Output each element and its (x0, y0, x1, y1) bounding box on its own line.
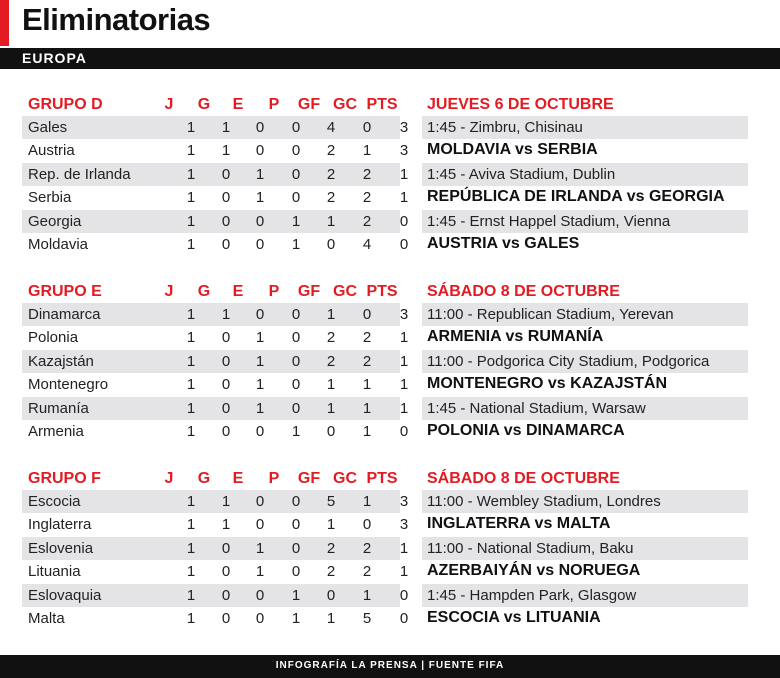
table-row (0, 537, 780, 560)
stat-gf: 1 (326, 212, 336, 230)
table-row (0, 373, 780, 396)
standings-row (22, 210, 409, 233)
group-name: GRUPO D (28, 96, 103, 113)
team-name: Escocia (28, 493, 81, 510)
column-header-p: P (268, 96, 280, 113)
match-teams: AUSTRIA vs GALES (427, 235, 580, 252)
stat-pts: 1 (399, 329, 409, 347)
column-header-gc: GC (333, 96, 357, 113)
stat-pts: 1 (399, 189, 409, 207)
stat-g: 0 (221, 423, 231, 440)
stat-e: 0 (255, 306, 265, 323)
region-label: EUROPA (22, 50, 87, 66)
column-header-e: E (232, 470, 244, 487)
stat-gc: 4 (362, 236, 372, 253)
column-header-p: P (268, 470, 280, 487)
table-row (0, 420, 780, 443)
column-header-pts: PTS (366, 283, 398, 300)
stat-gf: 2 (326, 165, 336, 183)
stat-e: 0 (255, 212, 265, 230)
stat-pts: 3 (399, 142, 409, 160)
stat-g: 1 (221, 119, 231, 136)
match-venue: 1:45 - Aviva Stadium, Dublin (427, 165, 616, 183)
stat-pts: 1 (399, 376, 409, 394)
stat-gf: 4 (326, 119, 336, 136)
stat-j: 1 (186, 376, 196, 394)
stat-gc: 0 (362, 306, 372, 323)
stat-gc: 2 (362, 563, 372, 581)
stat-j: 1 (186, 516, 196, 534)
match-teams: REPÚBLICA DE IRLANDA vs GEORGIA (427, 188, 725, 206)
team-name: Rep. de Irlanda (28, 165, 131, 183)
stat-pts: 0 (399, 610, 409, 627)
group-section (0, 281, 780, 443)
match-venue: 1:45 - Ernst Happel Stadium, Vienna (427, 212, 671, 230)
column-header-gc: GC (333, 283, 357, 300)
match-teams: AZERBAIYÁN vs NORUEGA (427, 562, 641, 580)
stat-gf: 1 (326, 306, 336, 323)
stat-p: 1 (291, 586, 301, 604)
match-venue-row (422, 116, 748, 139)
group-section (0, 468, 780, 630)
stat-gc: 0 (362, 516, 372, 534)
stat-gc: 2 (362, 352, 372, 370)
team-name: Dinamarca (28, 306, 101, 323)
stat-gc: 0 (362, 119, 372, 136)
standings-row (22, 420, 409, 443)
stat-pts: 1 (399, 563, 409, 581)
stat-e: 1 (255, 399, 265, 417)
stat-gf: 2 (326, 563, 336, 581)
standings-row (22, 163, 409, 186)
stat-j: 1 (186, 165, 196, 183)
stat-j: 1 (186, 212, 196, 230)
standings-row (22, 350, 409, 373)
stat-gf: 1 (326, 516, 336, 534)
table-row (0, 584, 780, 607)
team-name: Lituania (28, 563, 81, 581)
table-row (0, 233, 780, 256)
stat-pts: 3 (399, 493, 409, 510)
standings-row (22, 560, 409, 583)
stat-p: 0 (291, 399, 301, 417)
stat-p: 0 (291, 165, 301, 183)
column-header-gf: GF (297, 470, 321, 487)
table-row (0, 513, 780, 536)
match-venue: 11:00 - Podgorica City Stadium, Podgorica (427, 352, 710, 370)
stat-g: 1 (221, 142, 231, 160)
team-name: Eslovaquia (28, 586, 102, 604)
stat-g: 0 (221, 586, 231, 604)
stat-e: 1 (255, 329, 265, 347)
stat-pts: 0 (399, 236, 409, 253)
stat-g: 0 (221, 329, 231, 347)
stat-pts: 0 (399, 423, 409, 440)
table-row (0, 116, 780, 139)
team-name: Kazajstán (28, 352, 94, 370)
stat-g: 0 (221, 610, 231, 627)
stat-gf: 2 (326, 189, 336, 207)
column-header-gf: GF (297, 96, 321, 113)
stat-g: 0 (221, 189, 231, 207)
stat-pts: 3 (399, 119, 409, 136)
stat-p: 1 (291, 236, 301, 253)
standings-row (22, 116, 409, 139)
match-venue: 1:45 - Zimbru, Chisinau (427, 119, 583, 136)
team-name: Austria (28, 142, 75, 160)
stat-j: 1 (186, 142, 196, 160)
match-venue-row (422, 210, 748, 233)
table-row (0, 397, 780, 420)
stat-g: 0 (221, 399, 231, 417)
stat-gc: 1 (362, 376, 372, 394)
match-venue-row (422, 163, 748, 186)
stat-gc: 1 (362, 423, 372, 440)
table-row (0, 607, 780, 630)
standings-row (22, 397, 409, 420)
stat-gf: 0 (326, 236, 336, 253)
column-header-g: G (197, 283, 211, 300)
column-header-j: J (164, 283, 174, 300)
region-bar (0, 48, 780, 69)
stat-gf: 5 (326, 493, 336, 510)
stat-j: 1 (186, 399, 196, 417)
match-venue: 11:00 - Wembley Stadium, Londres (427, 493, 661, 510)
stat-g: 0 (221, 563, 231, 581)
stat-pts: 0 (399, 586, 409, 604)
stat-e: 1 (255, 352, 265, 370)
team-name: Inglaterra (28, 516, 92, 534)
team-name: Serbia (28, 189, 72, 207)
team-name: Gales (28, 119, 68, 136)
group-name: GRUPO F (28, 470, 101, 487)
standings-row (22, 326, 409, 349)
stat-j: 1 (186, 306, 196, 323)
stat-e: 0 (255, 423, 265, 440)
standings-row (22, 303, 409, 326)
stat-e: 1 (255, 165, 265, 183)
match-teams-row (422, 139, 748, 162)
team-name: Polonia (28, 329, 79, 347)
schedule-date: SÁBADO 8 DE OCTUBRE (427, 283, 620, 300)
match-venue-row (422, 584, 748, 607)
column-header-e: E (232, 96, 244, 113)
schedule-date: SÁBADO 8 DE OCTUBRE (427, 470, 620, 487)
column-header-pts: PTS (366, 470, 398, 487)
group-header (0, 281, 780, 303)
group-header (0, 468, 780, 490)
standings-row (22, 373, 409, 396)
match-teams-row (422, 373, 748, 396)
stat-pts: 1 (399, 539, 409, 557)
table-row (0, 490, 780, 513)
stat-g: 1 (221, 306, 231, 323)
column-header-e: E (232, 283, 244, 300)
stat-j: 1 (186, 329, 196, 347)
table-row (0, 560, 780, 583)
stat-gc: 2 (362, 165, 372, 183)
standings-row (22, 607, 409, 630)
column-header-g: G (197, 96, 211, 113)
stat-j: 1 (186, 119, 196, 136)
stat-gf: 1 (326, 376, 336, 394)
stat-e: 1 (255, 563, 265, 581)
stat-p: 0 (291, 189, 301, 207)
title-bar (0, 0, 780, 48)
stat-j: 1 (186, 586, 196, 604)
stat-gc: 1 (362, 399, 372, 417)
stat-pts: 0 (399, 212, 409, 230)
table-row (0, 163, 780, 186)
match-teams: MOLDAVIA vs SERBIA (427, 141, 598, 159)
column-header-g: G (197, 470, 211, 487)
footer-credit: INFOGRAFÍA LA PRENSA | FUENTE FIFA (275, 660, 505, 671)
stat-j: 1 (186, 189, 196, 207)
stat-g: 0 (221, 212, 231, 230)
stat-gc: 2 (362, 329, 372, 347)
footer-bar (0, 655, 780, 678)
stat-gc: 2 (362, 539, 372, 557)
stat-g: 1 (221, 493, 231, 510)
stat-gf: 1 (326, 610, 336, 627)
table-row (0, 350, 780, 373)
stat-p: 0 (291, 539, 301, 557)
stat-j: 1 (186, 236, 196, 253)
column-header-pts: PTS (366, 96, 398, 113)
match-teams-row (422, 420, 748, 443)
page-title: Eliminatorias (22, 2, 211, 37)
schedule-date: JUEVES 6 DE OCTUBRE (427, 96, 614, 113)
stat-e: 0 (255, 236, 265, 253)
stat-j: 1 (186, 610, 196, 627)
stat-pts: 3 (399, 516, 409, 534)
stat-pts: 3 (399, 306, 409, 323)
team-name: Rumanía (28, 399, 89, 417)
group-name: GRUPO E (28, 283, 102, 300)
match-teams: INGLATERRA vs MALTA (427, 515, 611, 533)
team-name: Georgia (28, 212, 82, 230)
stat-gc: 1 (362, 142, 372, 160)
match-venue: 1:45 - Hampden Park, Glasgow (427, 586, 637, 604)
stat-gc: 5 (362, 610, 372, 627)
match-teams-row (422, 513, 748, 536)
stat-e: 0 (255, 610, 265, 627)
standings-row (22, 537, 409, 560)
stat-e: 0 (255, 516, 265, 534)
standings-row (22, 490, 409, 513)
stat-gc: 2 (362, 212, 372, 230)
standings-row (22, 513, 409, 536)
column-header-gc: GC (333, 470, 357, 487)
match-teams-row (422, 560, 748, 583)
match-teams-row (422, 233, 748, 256)
stat-p: 1 (291, 610, 301, 627)
column-header-p: P (268, 283, 280, 300)
standings-row (22, 186, 409, 209)
stat-p: 0 (291, 142, 301, 160)
stat-j: 1 (186, 423, 196, 440)
stat-p: 0 (291, 563, 301, 581)
stat-e: 0 (255, 586, 265, 604)
match-venue: 1:45 - National Stadium, Warsaw (427, 399, 646, 417)
stat-e: 1 (255, 189, 265, 207)
team-name: Eslovenia (28, 539, 94, 557)
match-venue-row (422, 303, 748, 326)
stat-g: 0 (221, 539, 231, 557)
stat-gc: 2 (362, 189, 372, 207)
stat-p: 1 (291, 423, 301, 440)
stat-p: 0 (291, 352, 301, 370)
stat-j: 1 (186, 493, 196, 510)
match-teams: POLONIA vs DINAMARCA (427, 422, 625, 439)
stat-p: 0 (291, 329, 301, 347)
stat-gc: 1 (362, 586, 372, 604)
group-section (0, 94, 780, 256)
match-venue: 11:00 - National Stadium, Baku (427, 539, 634, 557)
match-teams-row (422, 326, 748, 349)
team-name: Armenia (28, 423, 84, 440)
match-teams-row (422, 186, 748, 209)
stat-p: 0 (291, 516, 301, 534)
stat-p: 0 (291, 306, 301, 323)
stat-g: 1 (221, 516, 231, 534)
stat-g: 0 (221, 165, 231, 183)
table-row (0, 186, 780, 209)
match-venue: 11:00 - Republican Stadium, Yerevan (427, 306, 674, 323)
stat-pts: 1 (399, 399, 409, 417)
stat-pts: 1 (399, 165, 409, 183)
table-row (0, 139, 780, 162)
match-teams: ESCOCIA vs LITUANIA (427, 609, 601, 626)
stat-e: 0 (255, 119, 265, 136)
team-name: Moldavia (28, 236, 89, 253)
stat-g: 0 (221, 352, 231, 370)
group-header (0, 94, 780, 116)
column-header-j: J (164, 470, 174, 487)
table-row (0, 326, 780, 349)
standings-row (22, 139, 409, 162)
stat-gf: 0 (326, 423, 336, 440)
column-header-gf: GF (297, 283, 321, 300)
stat-j: 1 (186, 539, 196, 557)
stat-gf: 2 (326, 352, 336, 370)
stat-gc: 1 (362, 493, 372, 510)
match-venue-row (422, 350, 748, 373)
standings-row (22, 584, 409, 607)
stat-p: 0 (291, 493, 301, 510)
column-header-j: J (164, 96, 174, 113)
stat-e: 0 (255, 142, 265, 160)
match-teams: MONTENEGRO vs KAZAJSTÁN (427, 375, 668, 393)
stat-gf: 2 (326, 329, 336, 347)
match-teams-row (422, 607, 748, 630)
stat-gf: 2 (326, 142, 336, 160)
match-teams: ARMENIA vs RUMANÍA (427, 328, 604, 346)
stat-j: 1 (186, 352, 196, 370)
title-accent-stripe (0, 0, 9, 46)
stat-p: 1 (291, 212, 301, 230)
match-venue-row (422, 537, 748, 560)
team-name: Malta (28, 610, 65, 627)
stat-pts: 1 (399, 352, 409, 370)
stat-g: 0 (221, 236, 231, 253)
stat-e: 0 (255, 493, 265, 510)
stat-g: 0 (221, 376, 231, 394)
stat-p: 0 (291, 376, 301, 394)
stat-gf: 1 (326, 399, 336, 417)
stat-gf: 2 (326, 539, 336, 557)
stat-e: 1 (255, 376, 265, 394)
table-row (0, 303, 780, 326)
stat-e: 1 (255, 539, 265, 557)
stat-gf: 0 (326, 586, 336, 604)
stat-j: 1 (186, 563, 196, 581)
match-venue-row (422, 397, 748, 420)
standings-row (22, 233, 409, 256)
table-row (0, 210, 780, 233)
team-name: Montenegro (28, 376, 109, 394)
stat-p: 0 (291, 119, 301, 136)
match-venue-row (422, 490, 748, 513)
